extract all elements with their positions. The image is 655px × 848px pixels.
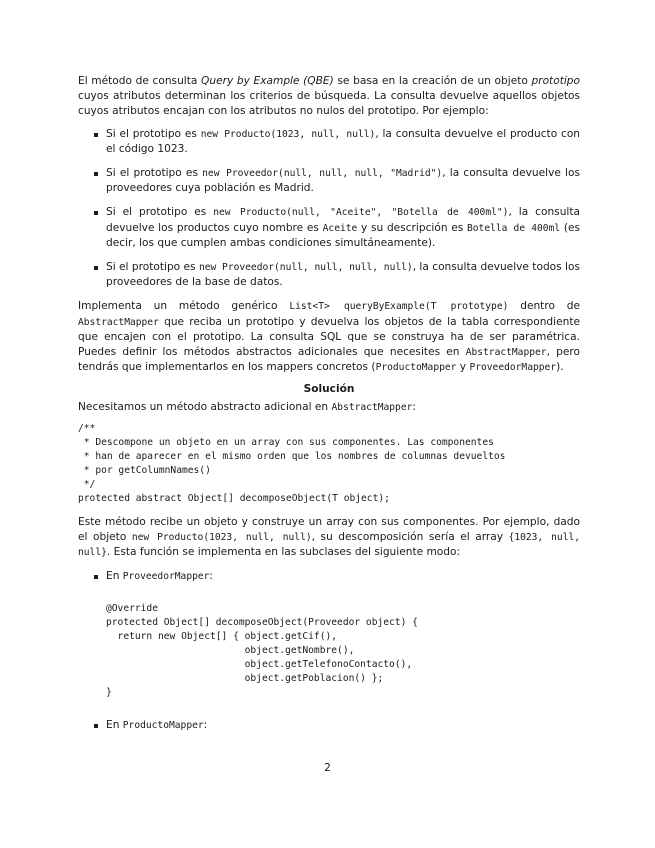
inline-code: ProveedorMapper [122, 571, 210, 583]
intro-text: El método de consulta [78, 75, 202, 87]
inline-code: ProveedorMapper [469, 362, 557, 374]
list-item: Si el prototipo es new Proveedor(null, null, null, null), la consulta devuelve todos los proveedores de la base de datos. [106, 260, 580, 290]
list-item: En ProveedorMapper: @Override protected Object[] decomposeObject(Proveedor object) { return new Object[] { object.getCif(), object.getNombre(), object.getTelefonoContacto(), object.getPoblacion() }; } [106, 569, 580, 699]
bullet-icon [94, 211, 98, 215]
example-list [78, 127, 580, 291]
list-item: Si el prototipo es new Producto(null, "Aceite", "Botella de 400ml"), la consulta devuelve los productos cuyo nombre es Aceite y su descripción es Botella de 400ml (es decir, los que cumplen ambas condiciones simultáneamente). [106, 205, 580, 251]
intro-paragraph [78, 74, 580, 120]
inline-code: Botella de 400ml [467, 222, 561, 234]
document-page [78, 74, 580, 742]
intro-text: cuyos atributos determinan los criterios de búsqueda. La consulta devuelve aquellos objetos cuyos atributos encajan con los atributos no nulos del prototipo. Por ejemplo: [78, 90, 580, 118]
list-item: En ProductoMapper: [106, 718, 580, 733]
inline-code: Aceite [322, 222, 358, 234]
bullet-icon [94, 172, 98, 176]
bullet-icon [94, 724, 98, 728]
bullet-icon [94, 575, 98, 579]
code-block-proveedor: @Override protected Object[] decomposeObject(Proveedor object) { return new Object[] { object.getCif(), object.getNombre(), object.getTelefonoContacto(), object.getPoblacion() }; } [106, 602, 418, 698]
code-block-abstract-method: /** * Descompone un objeto en un array con sus componentes. Las componentes * han de aparecer en el mismo orden que los nombres de columnas devueltos * por getColumnNames() */ protected abstract Object[] decomposeObject(T object); [78, 422, 506, 504]
prototype-term: prototipo [531, 75, 580, 87]
inline-code: ProductoMapper [122, 719, 204, 731]
solution-lead: Necesitamos un método abstracto adicional en AbstractMapper: [78, 400, 416, 413]
inline-code: new Proveedor(null, null, null, null) [198, 262, 413, 274]
intro-text: se basa en la creación de un objeto [333, 75, 532, 87]
inline-code: AbstractMapper [78, 316, 159, 328]
solution-heading: Solución [303, 383, 355, 396]
inline-code: new Producto(1023, null, null) [131, 532, 312, 544]
inline-code: ProductoMapper [375, 362, 457, 374]
inline-code: AbstractMapper [465, 347, 547, 359]
inline-code: {1023, null, null} [78, 532, 581, 559]
list-item: Si el prototipo es new Proveedor(null, null, null, "Madrid"), la consulta devuelve los proveedores cuya población es Madrid. [106, 166, 580, 196]
bullet-icon [94, 266, 98, 270]
task-paragraph: Implementa un método genérico List<T> queryByExample(T prototype) dentro de AbstractMapper que reciba un prototipo y devuelva los objetos de la tabla correspondiente que encajen con el prototipo. La consulta SQL que se construya ha de ser paramétrica. Puedes definir los métodos abstractos adicionales que necesites en AbstractMapper, pero tendrás que implementarlos en los mappers concretos (ProductoMapper y ProveedorMapper). [78, 300, 580, 374]
inline-code: new Producto(null, "Aceite", "Botella de 400ml") [213, 207, 509, 219]
inline-code: List<T> queryByExample(T prototype) [289, 301, 509, 313]
inline-code: new Producto(1023, null, null) [200, 128, 376, 140]
explain-paragraph: Este método recibe un objeto y construye un array con sus componentes. Por ejemplo, dado el objeto new Producto(1023, null, null), su descomposición sería el array {1023, null, null}. Esta función se implementa en las subclases del siguiente modo: [78, 515, 581, 559]
bullet-icon [94, 133, 98, 137]
list-item: Si el prototipo es new Producto(1023, null, null), la consulta devuelve el producto con el código 1023. [106, 127, 580, 157]
inline-code: AbstractMapper [331, 401, 413, 413]
implementation-list [78, 569, 580, 732]
page-number: 2 [324, 762, 331, 774]
qbe-term: Query by Example (QBE) [201, 75, 334, 87]
inline-code: new Proveedor(null, null, null, "Madrid") [202, 168, 443, 180]
